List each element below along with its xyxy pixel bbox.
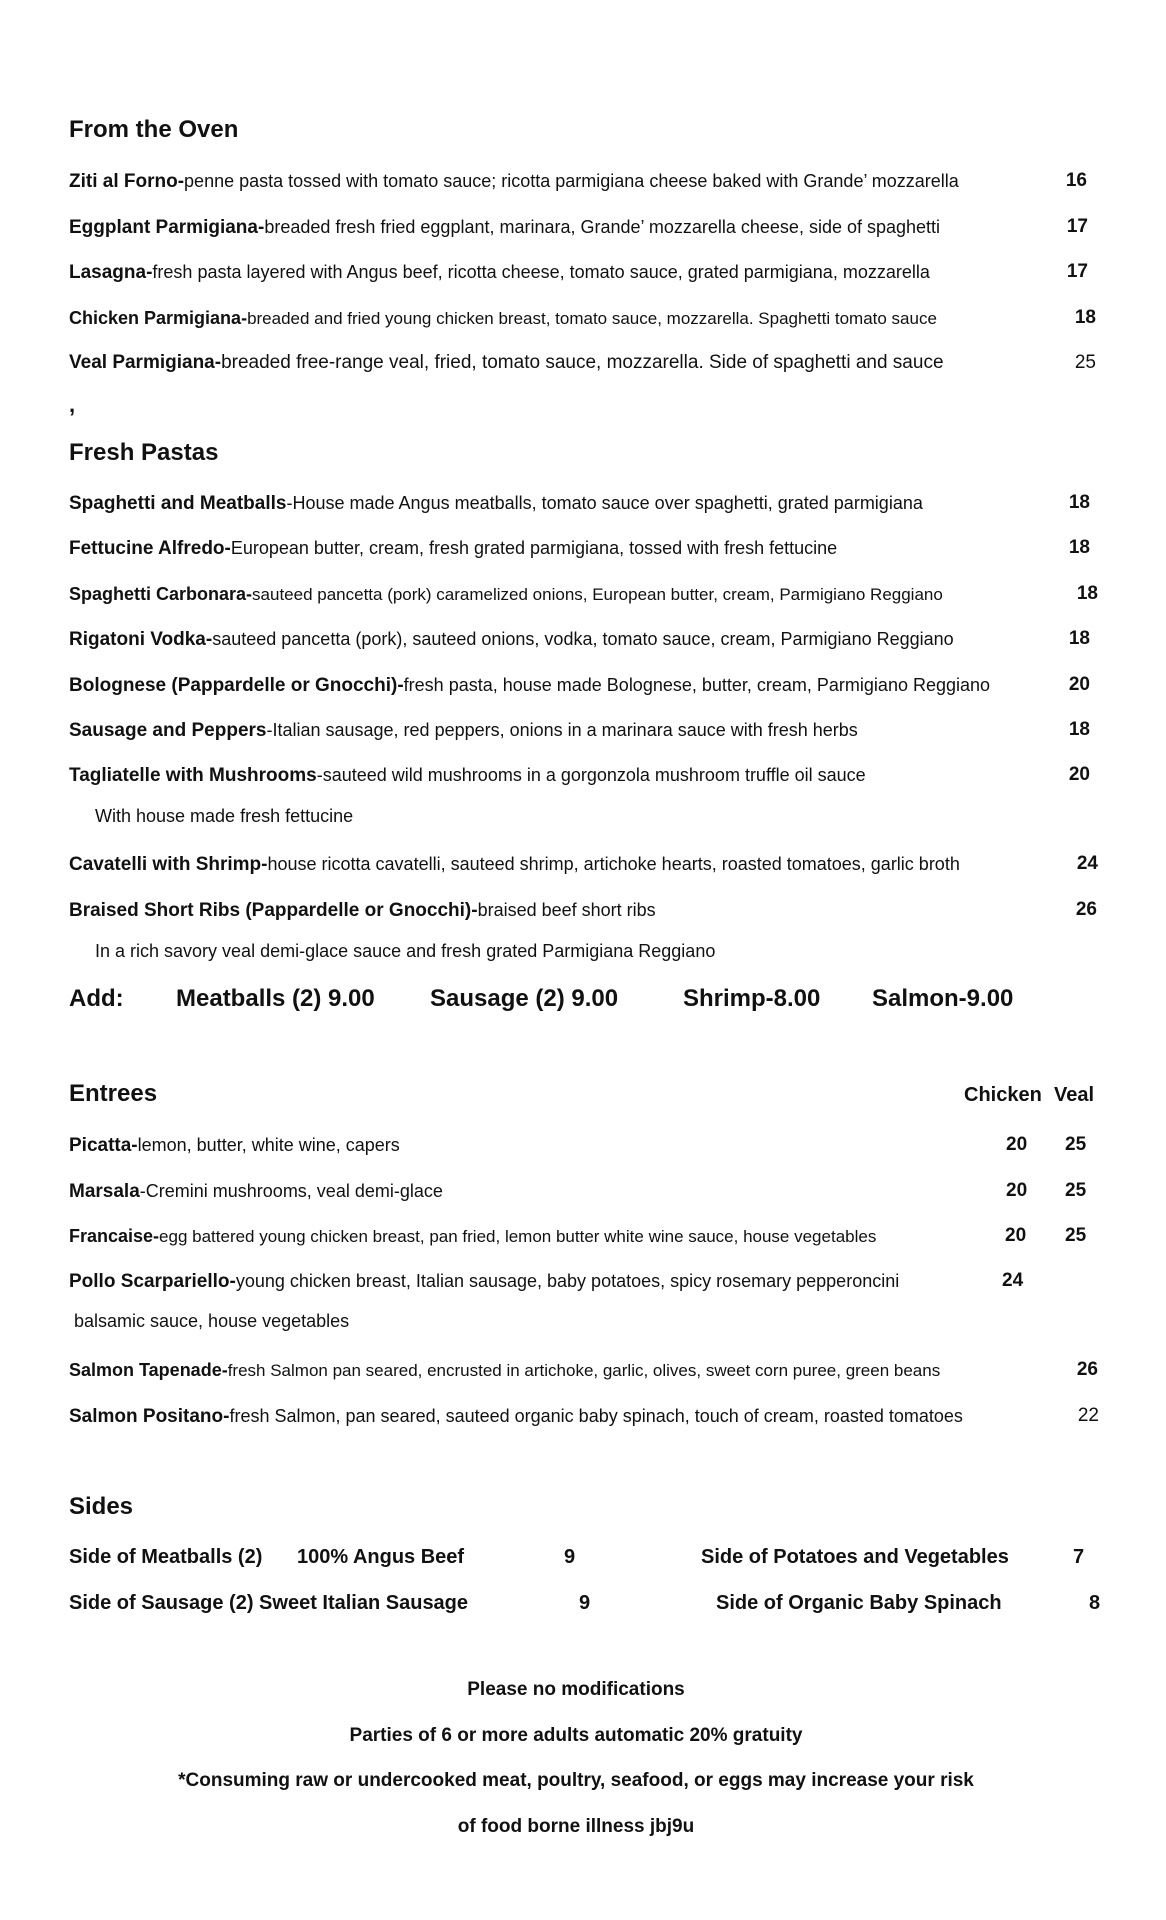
veal-price: 25	[1065, 1180, 1087, 1201]
chicken-price: 24	[1002, 1270, 1024, 1291]
note-gratuity: Parties of 6 or more adults automatic 20% gratuity	[349, 1725, 803, 1746]
menu-item	[69, 488, 1099, 518]
item-name: Fettucine Alfredo-	[69, 538, 231, 559]
item-description: braised beef short ribs	[477, 900, 656, 920]
menu-item	[69, 1130, 1099, 1160]
column-header-chicken: Chicken	[964, 1084, 1042, 1106]
item-description-continued: balsamic sauce, house vegetables	[74, 1311, 350, 1331]
side-detail: 100% Angus Beef	[297, 1546, 465, 1568]
item-name: Bolognese (Pappardelle or Gnocchi)-	[69, 675, 404, 696]
side-name: Side of Meatballs (2)	[69, 1546, 263, 1568]
item-description: breaded fresh fried eggplant, marinara, Grande’ mozzarella cheese, side of spaghetti	[264, 217, 941, 237]
item-name: Salmon Tapenade-	[69, 1360, 228, 1380]
item-price: 22	[1077, 1405, 1099, 1426]
menu-item	[69, 533, 1099, 563]
item-description: young chicken breast, Italian sausage, baby potatoes, spicy rosemary pepperoncini	[235, 1271, 900, 1291]
stray-comma: ,	[69, 392, 76, 417]
item-name: Veal Parmigiana-	[69, 352, 222, 373]
menu-item	[69, 1221, 1099, 1251]
item-description: breaded and fried young chicken breast, tomato sauce, mozzarella. Spaghetti tomato sauce	[247, 309, 937, 328]
veal-price: 25	[1065, 1134, 1087, 1155]
item-name: Braised Short Ribs (Pappardelle or Gnocchi)-	[69, 900, 478, 921]
item-name: Sausage and Peppers	[69, 720, 267, 741]
item-price: 20	[1068, 764, 1090, 785]
item-price: 25	[1074, 352, 1096, 373]
item-name: Picatta-	[69, 1135, 138, 1156]
item-description: fresh pasta, house made Bolognese, butter, cream, Parmigiano Reggiano	[403, 675, 991, 695]
menu-item	[69, 212, 1099, 242]
menu-item	[69, 166, 1099, 196]
item-name: Cavatelli with Shrimp-	[69, 854, 268, 875]
section-title-sides: Sides	[69, 1493, 134, 1520]
item-description: fresh Salmon, pan seared, sauteed organic baby spinach, touch of cream, roasted tomatoes	[229, 1406, 963, 1426]
item-description: -sauteed wild mushrooms in a gorgonzola mushroom truffle oil sauce	[316, 765, 866, 785]
item-name: Rigatoni Vodka-	[69, 629, 213, 650]
section-title-pastas: Fresh Pastas	[69, 439, 219, 466]
sides-row	[69, 1542, 1099, 1572]
item-description: fresh pasta layered with Angus beef, ricotta cheese, tomato sauce, grated parmigiana, mozzarella	[152, 262, 930, 282]
item-name: Tagliatelle with Mushrooms	[69, 765, 317, 786]
item-description: sauteed pancetta (pork), sauteed onions, vodka, tomato sauce, cream, Parmigiano Reggiano	[212, 629, 954, 649]
chicken-price: 20	[1006, 1134, 1028, 1155]
item-description-continued: In a rich savory veal demi-glace sauce and fresh grated Parmigiana Reggiano	[95, 941, 716, 961]
item-description: -Cremini mushrooms, veal demi-glace	[139, 1181, 443, 1201]
sides-row	[69, 1588, 1099, 1618]
menu-item	[69, 348, 1099, 378]
side-name: Side of Potatoes and Vegetables	[701, 1546, 1009, 1568]
item-price: 18	[1068, 492, 1090, 513]
item-description: lemon, butter, white wine, capers	[137, 1135, 400, 1155]
menu-item	[69, 303, 1099, 333]
item-name: Spaghetti Carbonara-	[69, 584, 253, 604]
add-ons-row	[69, 985, 1099, 1019]
item-price: 18	[1068, 537, 1090, 558]
item-name: Lasagna-	[69, 262, 153, 283]
item-description: -Italian sausage, red peppers, onions in a marinara sauce with fresh herbs	[266, 720, 858, 740]
item-price: 16	[1065, 170, 1087, 191]
item-name: Eggplant Parmigiana-	[69, 217, 265, 238]
chicken-price: 20	[1006, 1180, 1028, 1201]
item-price: 26	[1076, 1359, 1098, 1380]
item-description: house ricotta cavatelli, sauteed shrimp, artichoke hearts, roasted tomatoes, garlic broth	[267, 854, 960, 874]
item-price: 18	[1068, 628, 1090, 649]
menu-item	[69, 1176, 1099, 1206]
add-on-sausage: Sausage (2) 9.00	[430, 985, 619, 1012]
item-price: 24	[1076, 853, 1098, 874]
menu-item	[69, 257, 1099, 287]
menu-item	[69, 1401, 1099, 1431]
section-title-entrees: Entrees	[69, 1080, 158, 1107]
item-description: European butter, cream, fresh grated parmigiana, tossed with fresh fettucine	[230, 538, 838, 558]
menu-item	[69, 579, 1099, 609]
add-ons-label: Add:	[69, 985, 124, 1012]
item-name: Marsala	[69, 1181, 140, 1202]
side-name: Side of Organic Baby Spinach	[716, 1592, 1002, 1614]
menu-item	[69, 895, 1099, 925]
menu-item	[69, 849, 1099, 879]
note-consumer-advisory: *Consuming raw or undercooked meat, poultry, seafood, or eggs may increase your risk	[178, 1770, 974, 1791]
note-consumer-advisory-continued: of food borne illness jbj9u	[457, 1816, 695, 1837]
menu-item	[69, 624, 1099, 654]
item-name: Chicken Parmigiana-	[69, 308, 248, 328]
item-description: egg battered young chicken breast, pan fried, lemon butter white wine sauce, house vegetables	[159, 1227, 877, 1246]
item-description: penne pasta tossed with tomato sauce; ricotta parmigiana cheese baked with Grande’ mozzarella	[184, 171, 959, 191]
item-price: 20	[1068, 674, 1090, 695]
item-price: 17	[1066, 261, 1088, 282]
item-name: Spaghetti and Meatballs	[69, 493, 287, 514]
add-on-meatballs: Meatballs (2) 9.00	[176, 985, 375, 1012]
menu-item	[69, 670, 1099, 700]
side-name: Side of Sausage (2) Sweet Italian Sausage	[69, 1592, 469, 1614]
item-name: Francaise-	[69, 1226, 160, 1246]
menu-item	[69, 1355, 1099, 1385]
add-on-shrimp: Shrimp-8.00	[683, 985, 821, 1012]
side-price: 9	[579, 1592, 591, 1614]
side-price: 9	[564, 1546, 576, 1568]
side-price: 8	[1089, 1592, 1101, 1614]
menu-page	[69, 0, 1099, 1920]
item-name: Pollo Scarpariello-	[69, 1271, 236, 1292]
item-description: sauteed pancetta (pork) caramelized onions, European butter, cream, Parmigiano Reggiano	[252, 585, 943, 604]
item-description-continued: With house made fresh fettucine	[95, 806, 354, 826]
note-no-modifications: Please no modifications	[467, 1679, 685, 1700]
item-description: -House made Angus meatballs, tomato sauce over spaghetti, grated parmigiana	[286, 493, 923, 513]
add-on-salmon: Salmon-9.00	[872, 985, 1014, 1012]
item-price: 26	[1075, 899, 1097, 920]
chicken-price: 20	[1005, 1225, 1027, 1246]
item-description: breaded free-range veal, fried, tomato sauce, mozzarella. Side of spaghetti and sauce	[221, 352, 944, 373]
item-name: Ziti al Forno-	[69, 171, 185, 192]
side-price: 7	[1073, 1546, 1085, 1568]
veal-price: 25	[1065, 1225, 1087, 1246]
item-price: 18	[1074, 307, 1096, 328]
item-description: fresh Salmon pan seared, encrusted in artichoke, garlic, olives, sweet corn puree, green beans	[227, 1361, 941, 1380]
menu-item	[69, 1266, 1099, 1296]
item-price: 18	[1068, 719, 1090, 740]
item-price: 18	[1076, 583, 1098, 604]
item-price: 17	[1066, 216, 1088, 237]
section-title-oven: From the Oven	[69, 116, 239, 143]
item-name: Salmon Positano-	[69, 1406, 230, 1427]
menu-item	[69, 760, 1099, 790]
menu-item	[69, 715, 1099, 745]
column-header-veal: Veal	[1054, 1084, 1095, 1106]
